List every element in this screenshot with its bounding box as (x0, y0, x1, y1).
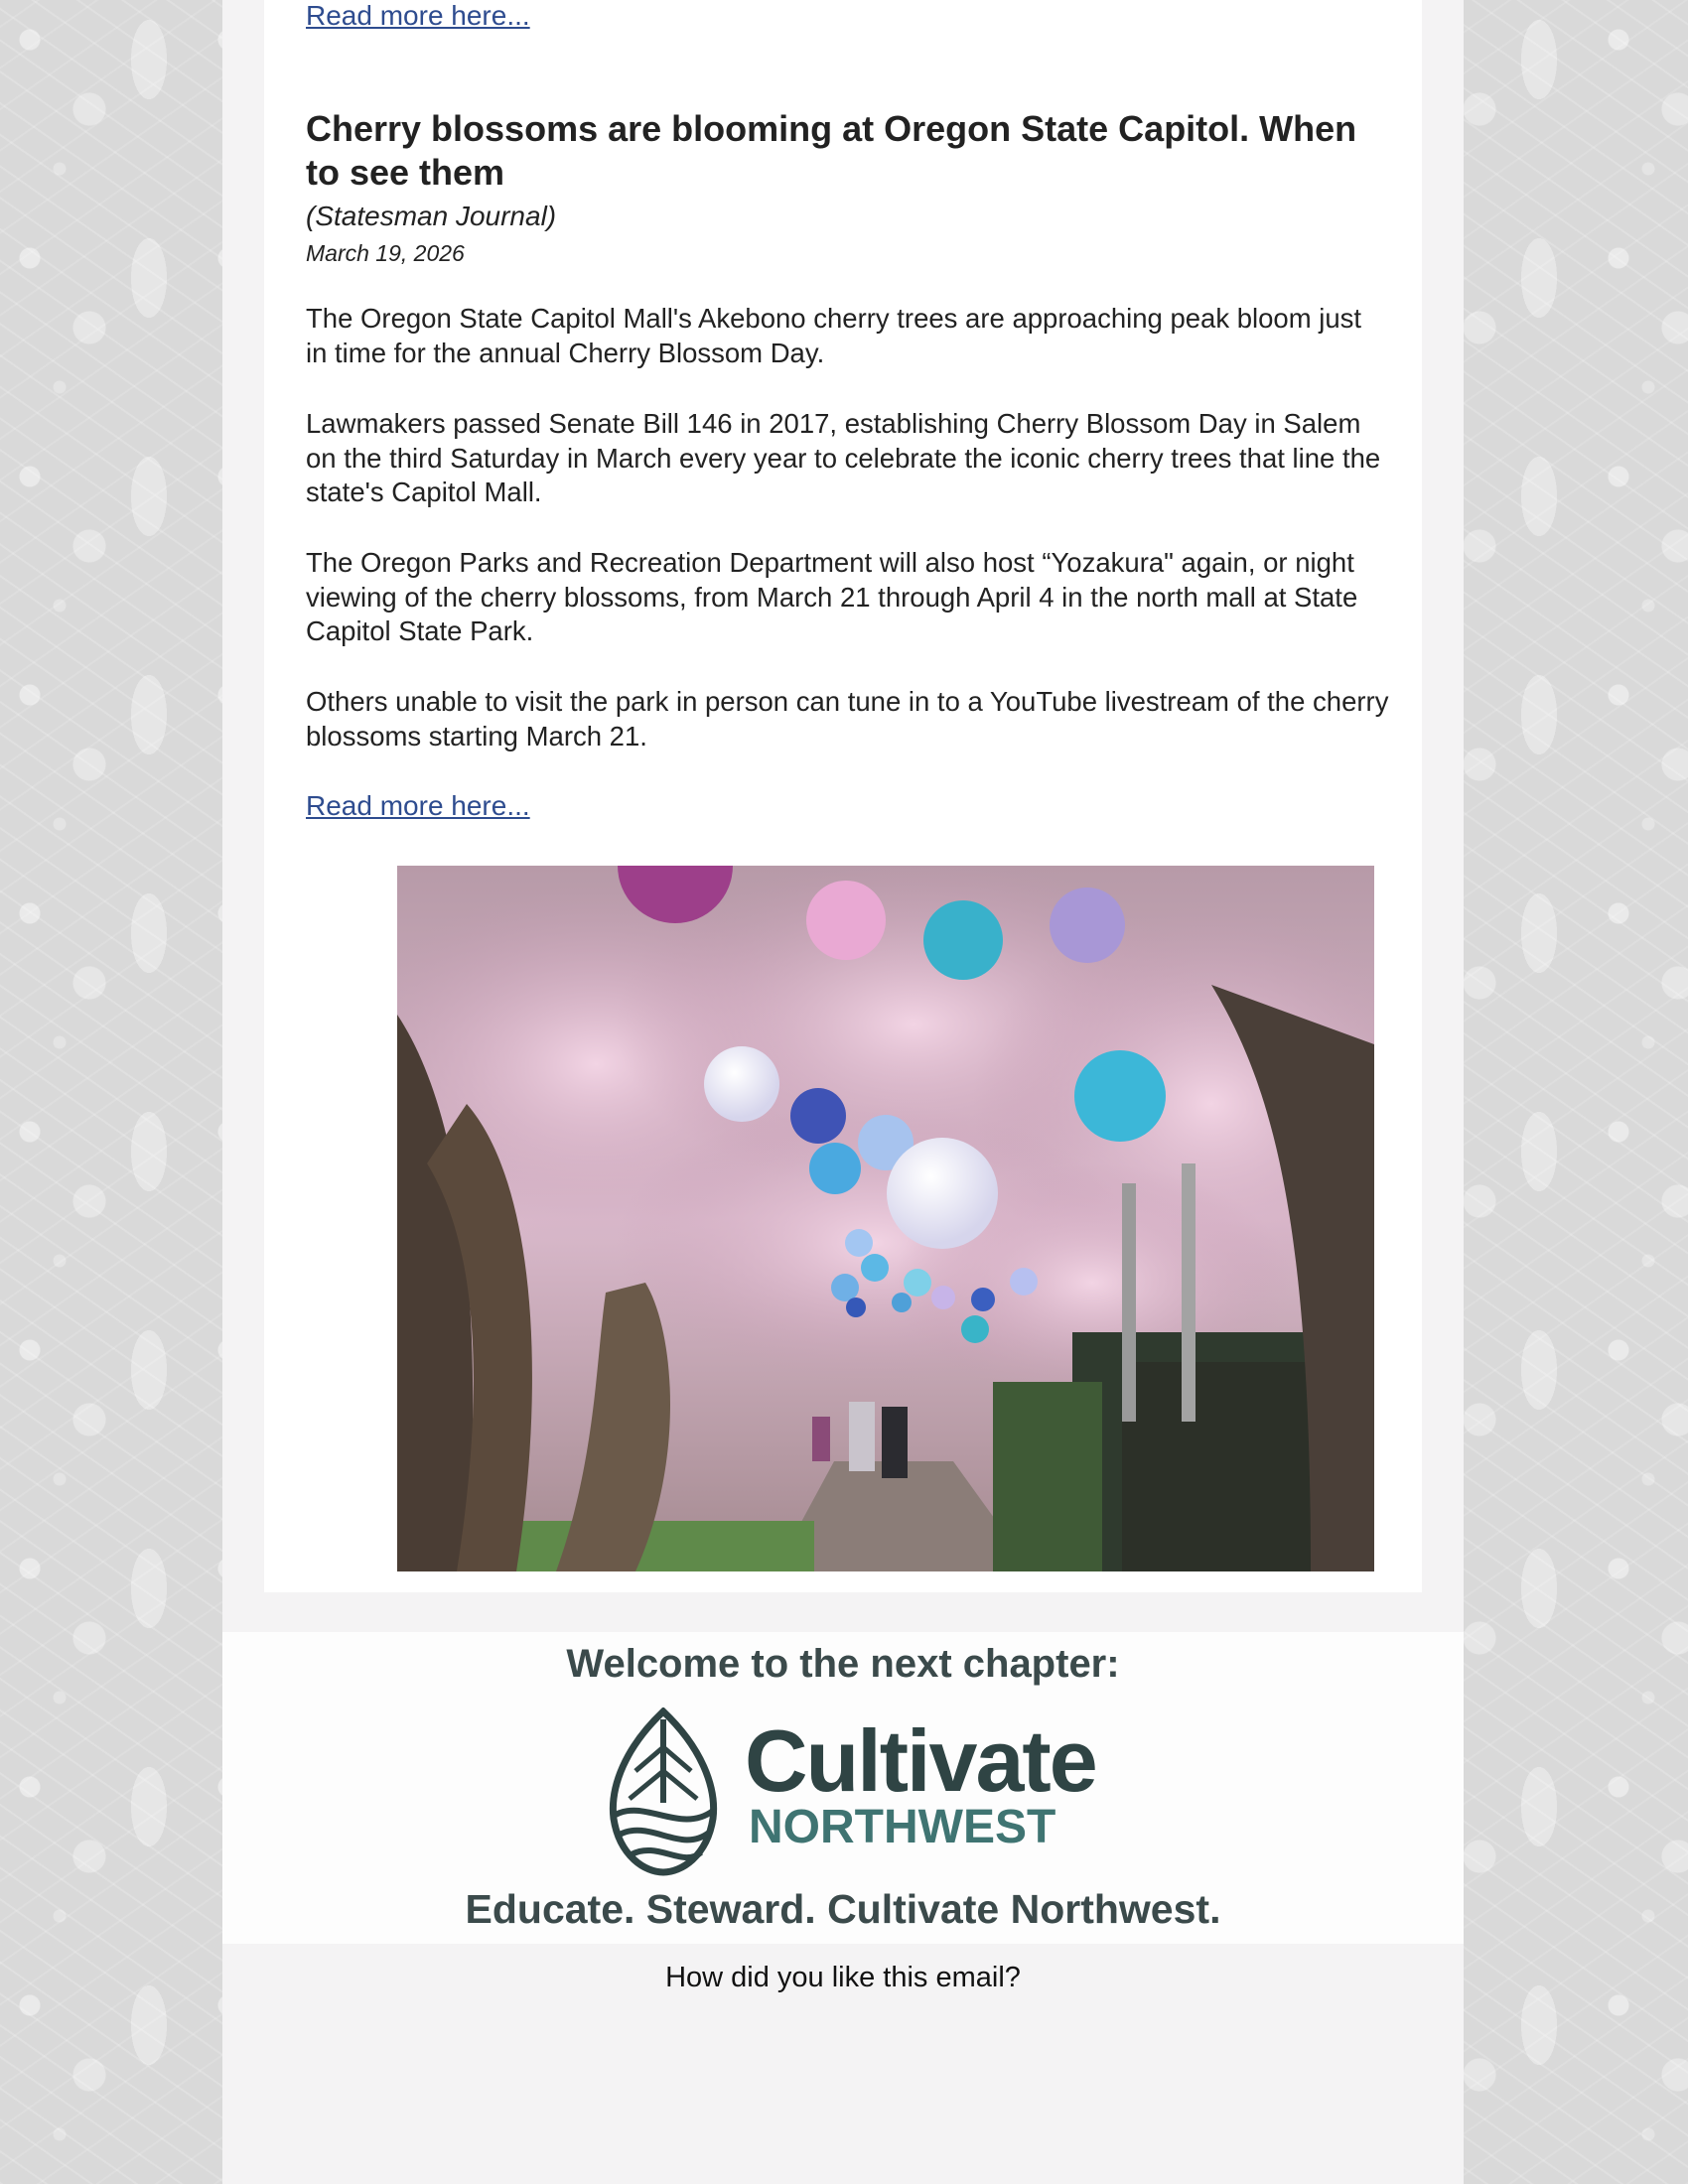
article-paragraph-3: The Oregon Parks and Recreation Department will also host “Yozakura" again, or night viewing of the cherry blossoms, from March 21 through April 4 in the north mall at State Capitol State Park. (306, 547, 1358, 647)
article-paragraph-2: Lawmakers passed Senate Bill 146 in 2017, establishing Cherry Blossom Day in Salem on the third Saturday in March every year to celebrate the iconic cherry trees that line the state's Capitol Mall. (306, 408, 1381, 508)
article-paragraph-1: The Oregon State Capitol Mall's Akebono cherry trees are approaching peak bloom just in time for the annual Cherry Blossom Day. (306, 303, 1362, 368)
cherry-blossom-photo (397, 866, 1374, 1571)
article-paragraph-4: Others unable to visit the park in person can tune in to a YouTube livestream of the cherry blossoms starting March 21. (306, 686, 1389, 751)
brand-subname: NORTHWEST (749, 1801, 1056, 1853)
cultivate-northwest-banner (222, 1632, 1464, 1944)
leaf-logo-icon (606, 1707, 721, 1876)
previous-article-read-more-link[interactable]: Read more here... (306, 0, 530, 31)
email-column (222, 0, 1464, 2184)
article-source: (Statesman Journal) (306, 201, 557, 231)
article-date: March 19, 2026 (306, 240, 465, 266)
brand-tagline: Educate. Steward. Cultivate Northwest. (465, 1886, 1221, 1932)
feedback-prompt: How did you like this email? (665, 1962, 1021, 1993)
brand-name: Cultivate (745, 1711, 1096, 1810)
article-card (264, 0, 1422, 1592)
article-title: Cherry blossoms are blooming at Oregon State Capitol. When to see them (306, 108, 1357, 193)
banner-welcome-text: Welcome to the next chapter: (566, 1642, 1120, 1686)
article-read-more-link[interactable]: Read more here... (306, 790, 530, 821)
